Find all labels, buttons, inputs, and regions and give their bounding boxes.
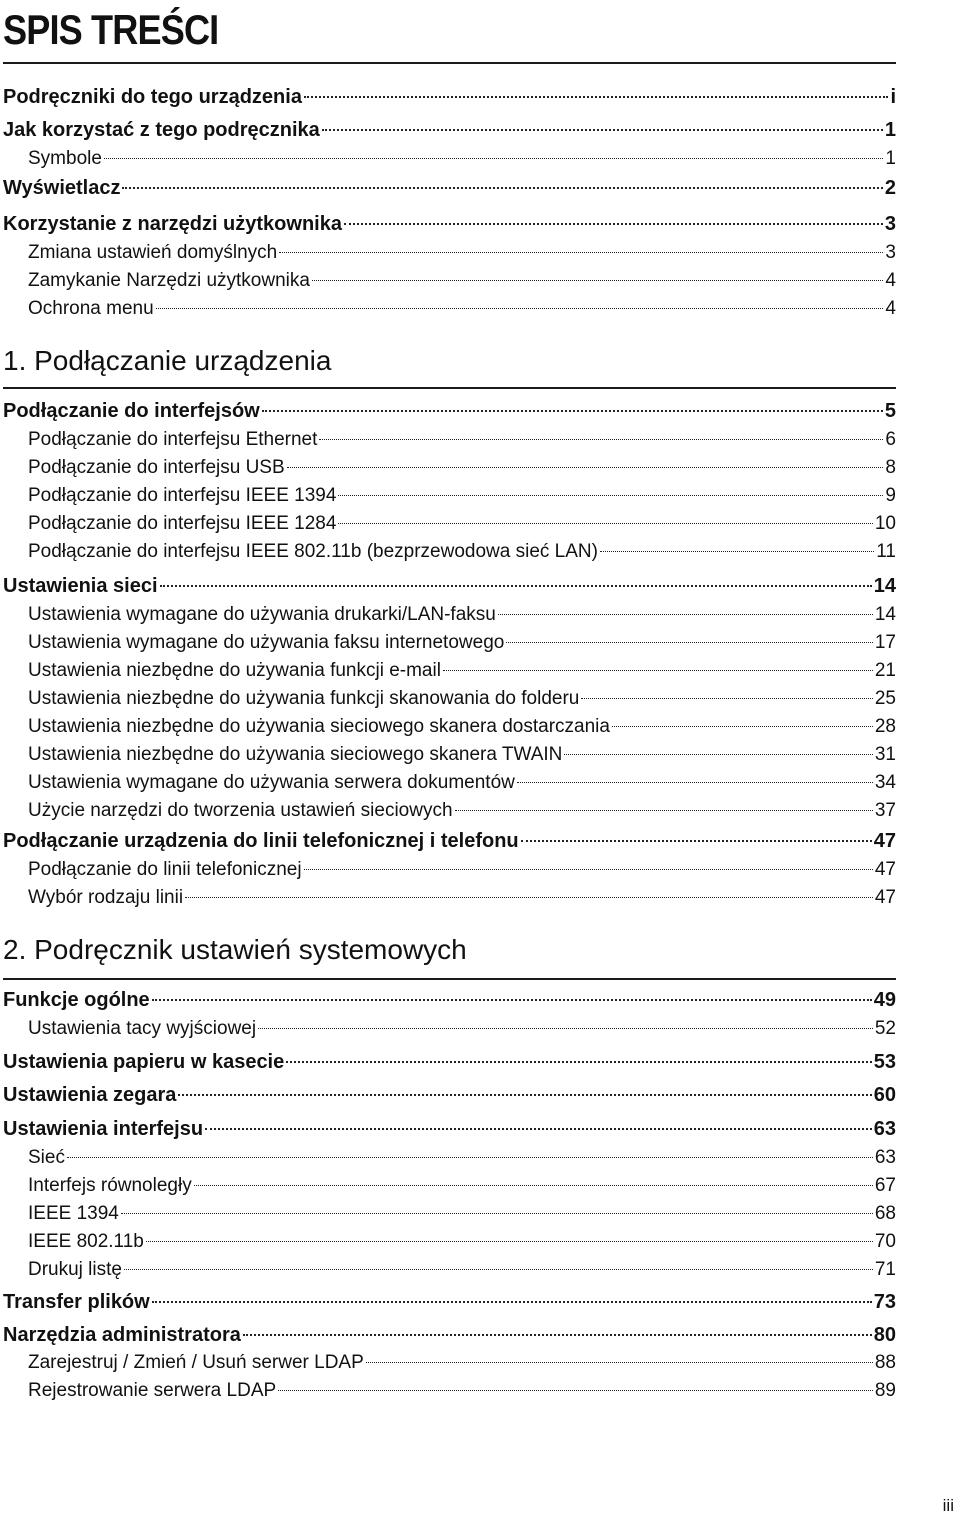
dot-leader (498, 614, 873, 615)
entry-title: Podłączanie do interfejsu IEEE 802.11b (bezprzewodowa sieć LAN) (28, 541, 598, 562)
entry-page-number: 53 (873, 1051, 896, 1073)
dot-leader (152, 999, 872, 1001)
entry-title: Ustawienia sieci (3, 575, 158, 597)
entry-page-number: 28 (874, 716, 896, 737)
toc-subsection-entry[interactable] (28, 427, 896, 453)
entry-page-number: 4 (885, 270, 896, 291)
entry-page-number: 10 (874, 513, 896, 534)
entry-title: Ustawienia niezbędne do używania sieciowego skanera TWAIN (28, 744, 563, 765)
entry-page-number: 88 (874, 1352, 896, 1373)
dot-leader (612, 726, 873, 727)
dot-leader (506, 642, 873, 643)
entry-page-number: 2 (884, 177, 896, 199)
dot-leader (344, 223, 883, 225)
toc-subsection-entry[interactable] (28, 146, 896, 172)
entry-page-number: 8 (885, 457, 896, 478)
entry-page-number: 80 (873, 1324, 896, 1346)
entry-page-number: 9 (885, 485, 896, 506)
toc-subsection-entry[interactable] (28, 240, 896, 266)
entry-page-number: 63 (874, 1147, 896, 1168)
entry-page-number: 47 (873, 830, 896, 852)
title-rule (3, 62, 896, 64)
dot-leader (124, 1269, 873, 1270)
entry-title: Sieć (28, 1147, 65, 1168)
dot-leader (521, 840, 872, 842)
dot-leader (194, 1185, 873, 1186)
toc-section-entry[interactable] (3, 828, 896, 854)
entry-page-number: 4 (885, 298, 896, 319)
entry-page-number: 70 (874, 1231, 896, 1252)
dot-leader (152, 1301, 872, 1303)
toc-section-entry[interactable] (3, 211, 896, 237)
entry-page-number: 17 (874, 632, 896, 653)
entry-page-number: 73 (873, 1291, 896, 1313)
dot-leader (205, 1128, 872, 1130)
entry-title: Ustawienia wymagane do używania serwera dokumentów (28, 772, 515, 793)
toc-section-entry[interactable] (3, 84, 896, 110)
entry-title: Rejestrowanie serwera LDAP (28, 1380, 277, 1401)
dot-leader (278, 1390, 873, 1391)
entry-title: Ustawienia niezbędne do używania funkcji e-mail (28, 660, 441, 681)
entry-page-number: 3 (884, 213, 896, 235)
chapter-rule (3, 387, 896, 389)
entry-page-number: 6 (885, 429, 896, 450)
toc-subsection-entry[interactable] (28, 630, 896, 656)
entry-title: Ustawienia wymagane do używania drukarki/LAN-faksu (28, 604, 496, 625)
entry-title: Zarejestruj / Zmień / Usuń serwer LDAP (28, 1352, 364, 1373)
dot-leader (366, 1362, 873, 1363)
entry-page-number: 49 (873, 989, 896, 1011)
entry-page-number: 25 (874, 688, 896, 709)
entry-title: Podłączanie do interfejsu IEEE 1284 (28, 513, 337, 534)
entry-title: Funkcje ogólne (3, 989, 150, 1011)
toc-subsection-entry[interactable] (28, 1378, 896, 1404)
dot-leader (258, 1028, 873, 1029)
entry-page-number: i (890, 86, 896, 108)
dot-leader (160, 585, 872, 587)
entry-page-number: 34 (874, 772, 896, 793)
entry-title: Podłączanie do linii telefonicznej (28, 859, 302, 880)
dot-leader (304, 869, 873, 870)
toc-subsection-entry[interactable] (28, 1229, 896, 1255)
entry-title: Ustawienia tacy wyjściowej (28, 1018, 257, 1039)
entry-title: Podłączanie urządzenia do linii telefonicznej i telefonu (3, 830, 519, 852)
chapter-heading: 2. Podręcznik ustawień systemowych (3, 934, 467, 965)
dot-leader (67, 1157, 873, 1158)
chapter-rule (3, 978, 896, 980)
dot-leader (146, 1241, 873, 1242)
toc-subsection-entry[interactable] (28, 857, 896, 883)
dot-leader (104, 158, 884, 159)
dot-leader (564, 754, 872, 755)
toc-section-entry[interactable] (3, 1049, 896, 1075)
entry-page-number: 71 (874, 1259, 896, 1280)
toc-subsection-entry[interactable] (28, 1173, 896, 1199)
toc-subsection-entry[interactable] (28, 885, 896, 911)
entry-title: Ustawienia interfejsu (3, 1118, 204, 1140)
dot-leader (319, 439, 883, 440)
toc-section-entry[interactable] (3, 1322, 896, 1348)
dot-leader (262, 410, 883, 412)
dot-leader (279, 252, 883, 253)
dot-leader (338, 523, 872, 524)
toc-subsection-entry[interactable] (28, 1201, 896, 1227)
dot-leader (338, 495, 883, 496)
toc-subsection-entry[interactable] (28, 686, 896, 712)
dot-leader (455, 810, 873, 811)
page-title: SPIS TREŚCI (3, 6, 219, 53)
dot-leader (121, 1213, 873, 1214)
entry-page-number: 21 (874, 660, 896, 681)
entry-title: Ustawienia niezbędne do używania funkcji skanowania do folderu (28, 688, 580, 709)
toc-section-entry[interactable] (3, 573, 896, 599)
entry-page-number: 14 (874, 604, 896, 625)
entry-page-number: 3 (885, 242, 896, 263)
entry-title: Ochrona menu (28, 298, 154, 319)
entry-page-number: 68 (874, 1203, 896, 1224)
entry-title: Korzystanie z narzędzi użytkownika (3, 213, 342, 235)
dot-leader (286, 1061, 872, 1063)
entry-title: Podłączanie do interfejsu USB (28, 457, 285, 478)
entry-title: Użycie narzędzi do tworzenia ustawień sieciowych (28, 800, 453, 821)
toc-subsection-entry[interactable] (28, 714, 896, 740)
chapter-heading: 1. Podłączanie urządzenia (3, 345, 332, 376)
toc-subsection-entry[interactable] (28, 296, 896, 322)
entry-title: Jak korzystać z tego podręcznika (3, 119, 320, 141)
toc-section-entry[interactable] (3, 398, 896, 424)
entry-page-number: 14 (873, 575, 896, 597)
entry-page-number: 89 (874, 1380, 896, 1401)
entry-title: Interfejs równoległy (28, 1175, 192, 1196)
toc-subsection-entry[interactable] (28, 511, 896, 537)
entry-title: Symbole (28, 148, 102, 169)
dot-leader (517, 782, 873, 783)
entry-page-number: 47 (874, 859, 896, 880)
dot-leader (185, 897, 873, 898)
toc-subsection-entry[interactable] (28, 1257, 896, 1283)
dot-leader (178, 1094, 871, 1096)
entry-page-number: 5 (884, 400, 896, 422)
toc-subsection-entry[interactable] (28, 1350, 896, 1376)
entry-title: Podłączanie do interfejsów (3, 400, 260, 422)
entry-title: Ustawienia zegara (3, 1084, 177, 1106)
entry-title: Drukuj listę (28, 1259, 122, 1280)
entry-title: Transfer plików (3, 1291, 150, 1313)
entry-title: Ustawienia wymagane do używania faksu internetowego (28, 632, 505, 653)
toc-section-entry[interactable] (3, 117, 896, 143)
toc-section-entry[interactable] (3, 1116, 896, 1142)
toc-subsection-entry[interactable] (28, 770, 896, 796)
toc-subsection-entry[interactable] (28, 1016, 896, 1042)
toc-section-entry[interactable] (3, 1289, 896, 1315)
dot-leader (581, 698, 873, 699)
entry-page-number: 60 (873, 1084, 896, 1106)
toc-section-entry[interactable] (3, 987, 896, 1013)
entry-title: Podłączanie do interfejsu Ethernet (28, 429, 318, 450)
entry-page-number: 67 (874, 1175, 896, 1196)
dot-leader (443, 670, 873, 671)
toc-section-entry[interactable] (3, 1082, 896, 1108)
toc-subsection-entry[interactable] (28, 455, 896, 481)
entry-page-number: 37 (874, 800, 896, 821)
entry-title: Zmiana ustawień domyślnych (28, 242, 278, 263)
toc-section-entry[interactable] (3, 175, 896, 201)
entry-title: Podłączanie do interfejsu IEEE 1394 (28, 485, 337, 506)
dot-leader (322, 129, 883, 131)
entry-title: Wybór rodzaju linii (28, 887, 184, 908)
entry-page-number: 11 (876, 541, 896, 562)
page-number: iii (942, 1496, 954, 1515)
dot-leader (312, 280, 883, 281)
toc-subsection-entry[interactable] (28, 539, 896, 565)
dot-leader (243, 1334, 872, 1336)
dot-leader (287, 467, 884, 468)
entry-title: Narzędzia administratora (3, 1324, 241, 1346)
toc-subsection-entry[interactable] (28, 798, 896, 824)
entry-page-number: 63 (873, 1118, 896, 1140)
dot-leader (122, 187, 882, 189)
dot-leader (304, 96, 889, 98)
entry-page-number: 1 (884, 119, 896, 141)
entry-title: Zamykanie Narzędzi użytkownika (28, 270, 310, 291)
toc-subsection-entry[interactable] (28, 268, 896, 294)
dot-leader (156, 308, 884, 309)
toc-subsection-entry[interactable] (28, 658, 896, 684)
toc-subsection-entry[interactable] (28, 742, 896, 768)
entry-title: Ustawienia niezbędne do używania sieciowego skanera dostarczania (28, 716, 610, 737)
toc-subsection-entry[interactable] (28, 1145, 896, 1171)
entry-page-number: 47 (874, 887, 896, 908)
entry-title: Podręczniki do tego urządzenia (3, 86, 302, 108)
toc-subsection-entry[interactable] (28, 602, 896, 628)
entry-page-number: 1 (885, 148, 896, 169)
dot-leader (600, 551, 874, 552)
entry-title: IEEE 802.11b (28, 1231, 144, 1252)
entry-title: Ustawienia papieru w kasecie (3, 1051, 285, 1073)
entry-title: IEEE 1394 (28, 1203, 119, 1224)
entry-page-number: 31 (874, 744, 896, 765)
toc-subsection-entry[interactable] (28, 483, 896, 509)
entry-title: Wyświetlacz (3, 177, 121, 199)
entry-page-number: 52 (874, 1018, 896, 1039)
